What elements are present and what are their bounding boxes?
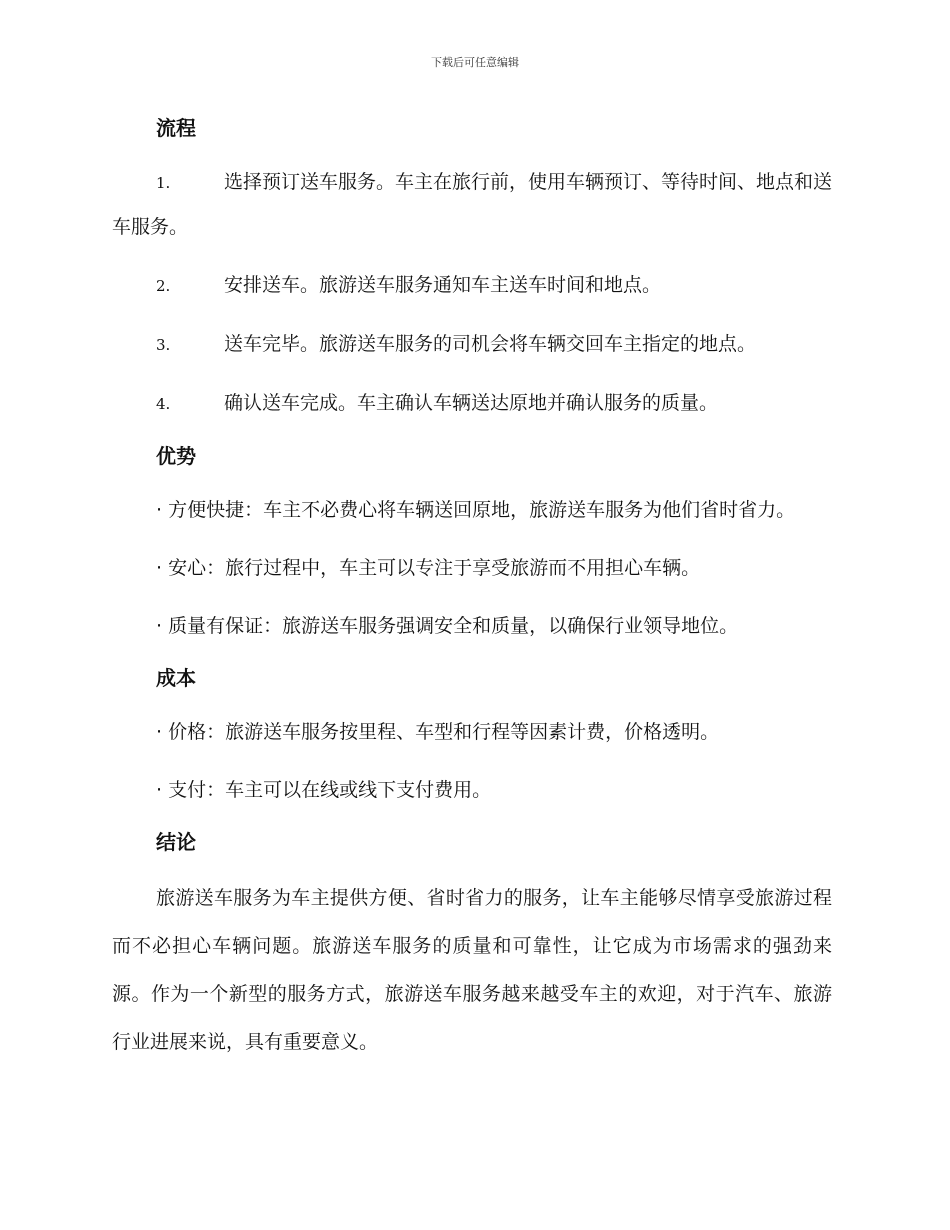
advantage-item-2: · 安心：旅行过程中，车主可以专注于享受旅游而不用担心车辆。 [156, 557, 701, 579]
process-item-4 [112, 381, 832, 426]
document-body [112, 104, 832, 1066]
item-number: 2. [156, 277, 171, 295]
item-text: 确认送车完成。车主确认车辆送达原地并确认服务的质量。 [224, 392, 719, 414]
process-item-2 [112, 263, 832, 308]
item-number: 3. [156, 336, 171, 354]
advantage-item-1: · 方便快捷：车主不必费心将车辆送回原地，旅游送车服务为他们省时省力。 [156, 499, 796, 521]
process-item-3 [112, 322, 832, 367]
item-text: 选择预订送车服务。车主在旅行前，使用车辆预订、等待时间、地点和送车服务。 [112, 171, 833, 238]
cost-item-2: · 支付：车主可以在线或线下支付费用。 [156, 779, 492, 801]
item-number: 1. [156, 174, 171, 192]
process-item-1 [112, 160, 832, 249]
section-heading-advantages: 优势 [156, 444, 196, 468]
process-list [112, 160, 832, 426]
advantage-item-3: · 质量有保证：旅游送车服务强调安全和质量，以确保行业领导地位。 [156, 615, 739, 637]
conclusion-paragraph: 旅游送车服务为车主提供方便、省时省力的服务，让车主能够尽情享受旅游过程而不必担心车辆问题。旅游送车服务的质量和可靠性，让它成为市场需求的强劲来源。作为一个新型的服务方式，旅游送车服务越来越受车主的欢迎，对于汽车、旅游行业进展来说，具有重要意义。 [112, 887, 832, 1053]
header-note: 下载后可任意编辑 [431, 56, 519, 69]
cost-item-1: · 价格：旅游送车服务按里程、车型和行程等因素计费，价格透明。 [156, 721, 720, 743]
section-heading-process: 流程 [156, 116, 196, 140]
item-number: 4. [156, 395, 171, 413]
section-heading-conclusion: 结论 [156, 830, 196, 854]
item-text: 安排送车。旅游送车服务通知车主送车时间和地点。 [224, 274, 662, 296]
section-heading-cost: 成本 [156, 666, 196, 690]
item-text: 送车完毕。旅游送车服务的司机会将车辆交回车主指定的地点。 [224, 333, 757, 355]
